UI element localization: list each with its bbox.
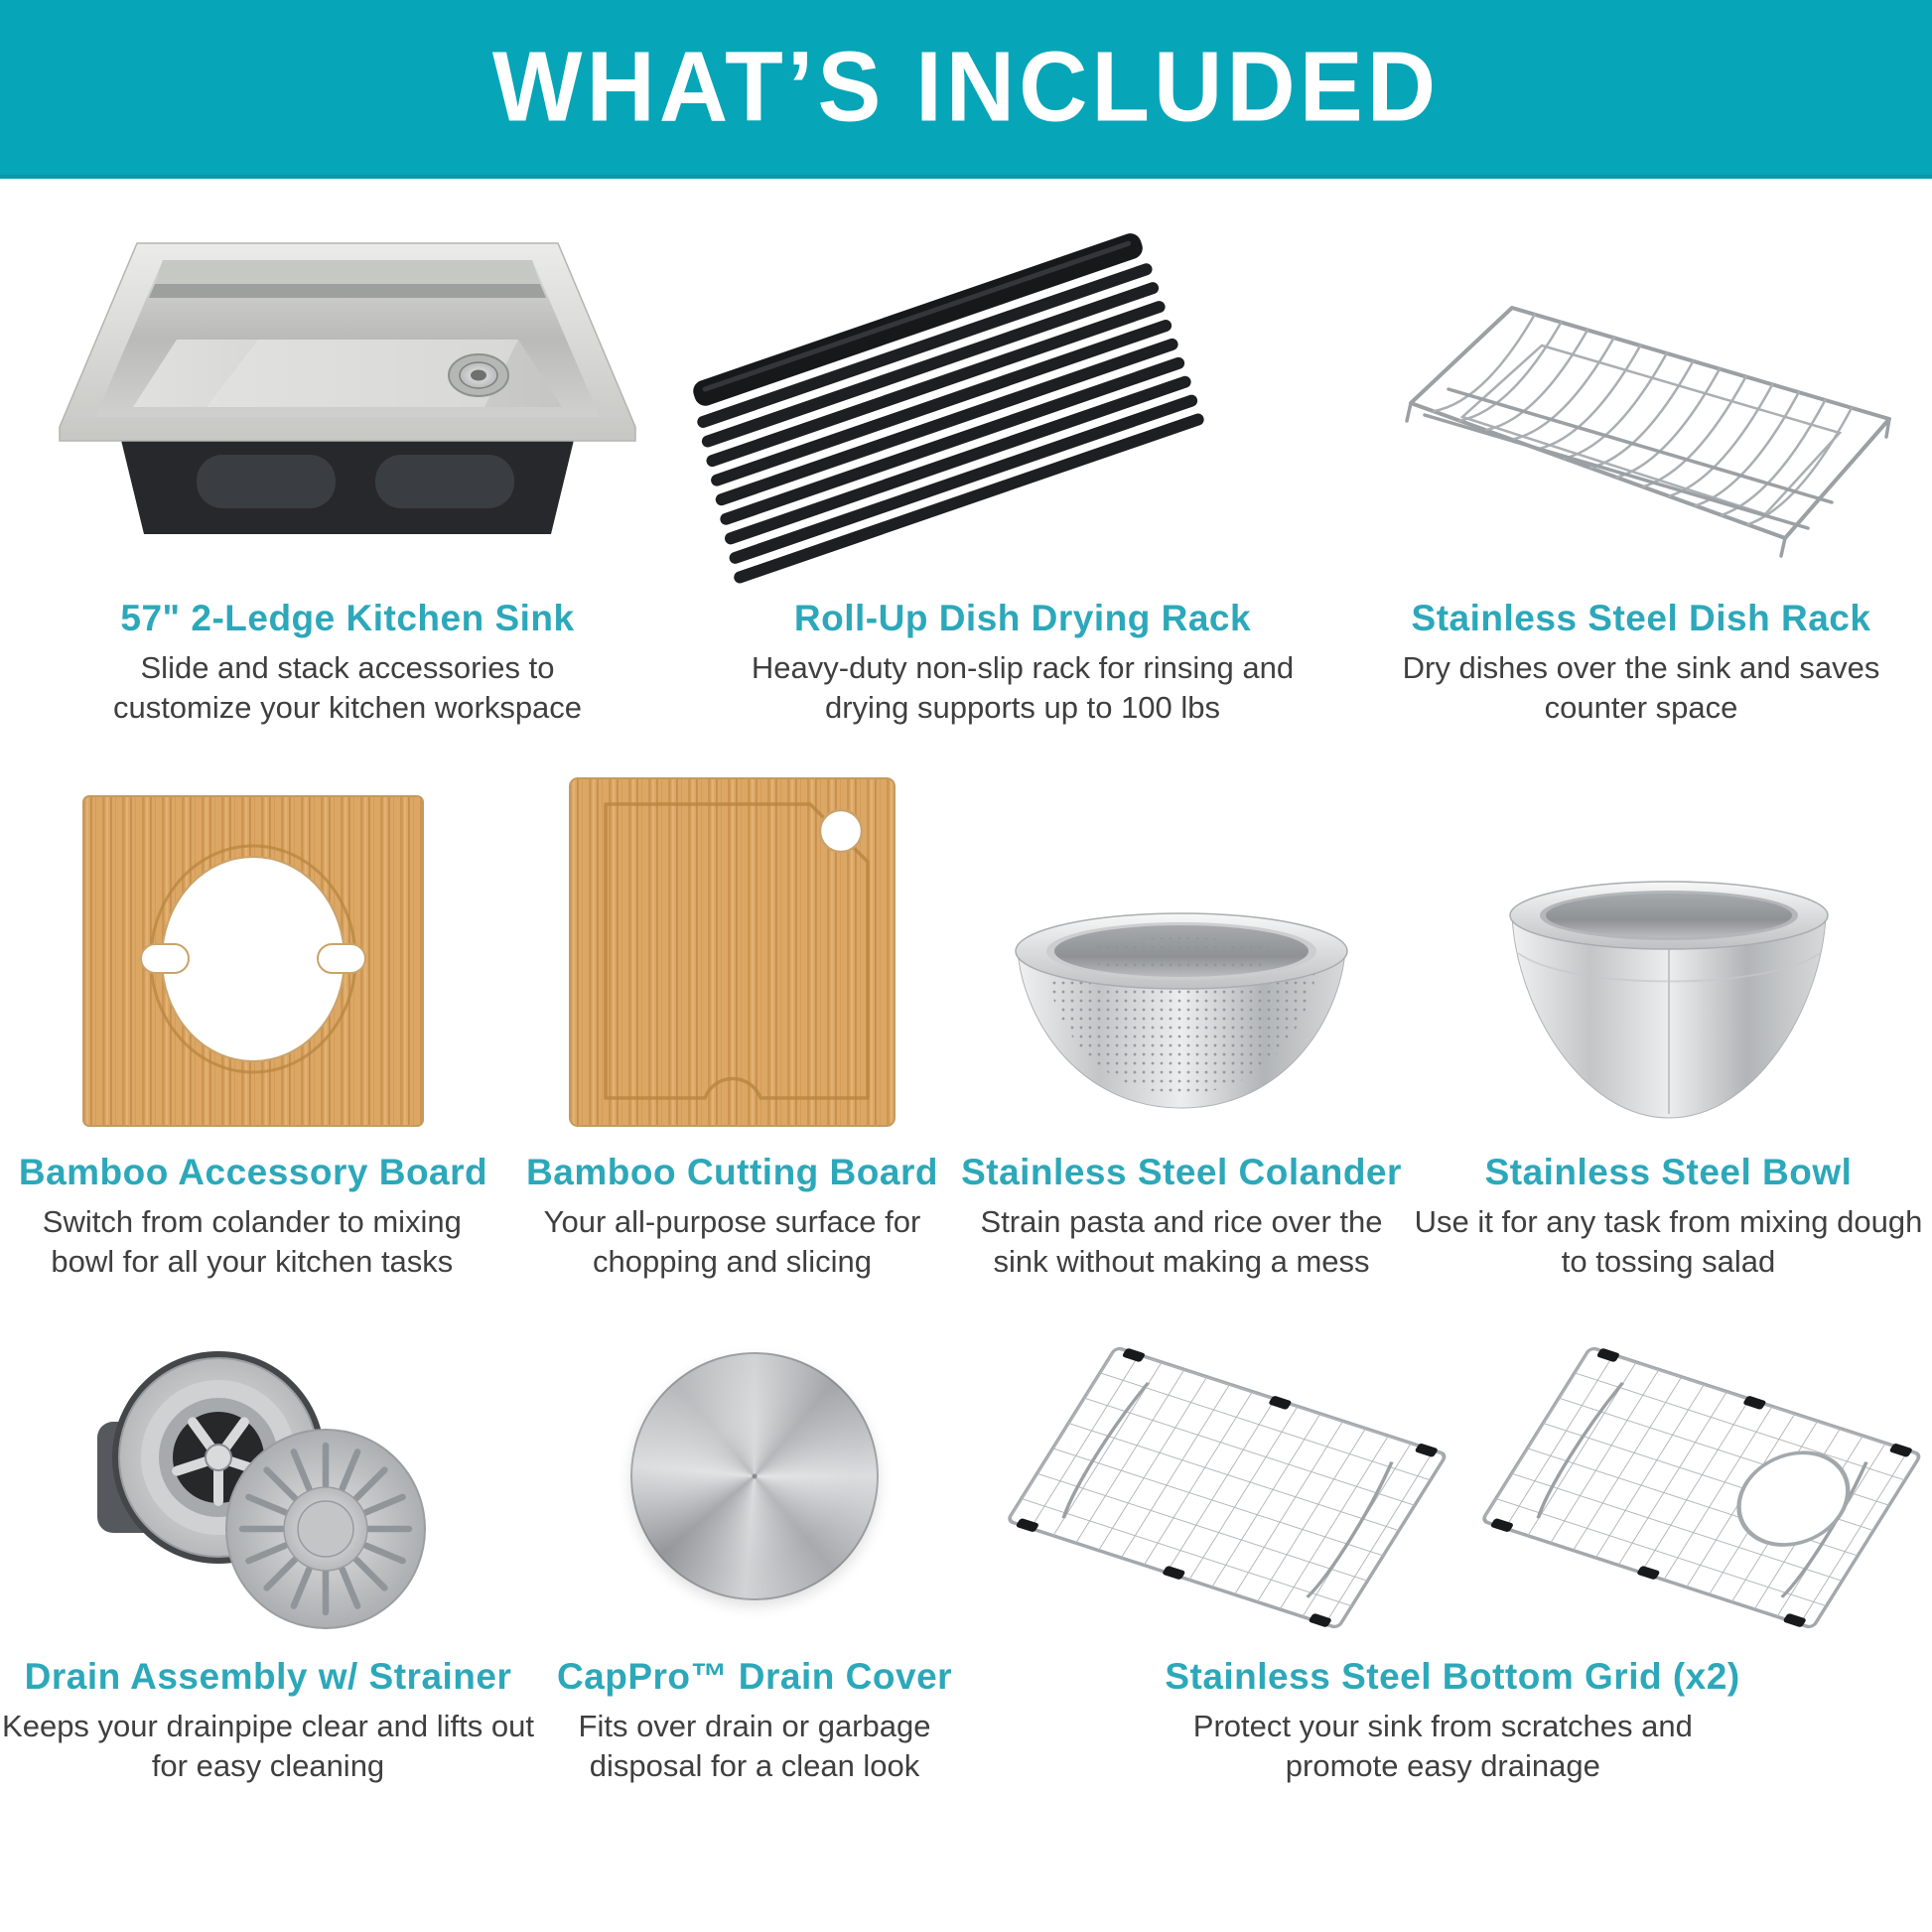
item-dish-rack: [1350, 187, 1932, 729]
item-bowl: [1405, 766, 1932, 1283]
bowl-title: Stainless Steel Bowl: [1484, 1152, 1853, 1192]
roll-up-rack-illustration: [685, 187, 1221, 586]
accessory-board-icon: [79, 792, 427, 1130]
colander-icon: [988, 872, 1375, 1130]
bowl-caption: [1405, 1152, 1932, 1283]
item-colander: [958, 766, 1405, 1283]
drain-cover-icon: [630, 1352, 879, 1600]
item-accessory-board: [0, 766, 506, 1283]
roll-up-rack-caption: [745, 598, 1301, 729]
roll-up-rack-title: Roll-Up Dish Drying Rack: [793, 598, 1252, 638]
kitchen-sink-title: 57" 2-Ledge Kitchen Sink: [120, 598, 575, 638]
header-banner: [0, 0, 1932, 179]
row-2: [0, 766, 1932, 1283]
accessory-board-description: Switch from colander to mixing bowl for all your kitchen tasks: [42, 1203, 462, 1280]
drain-assembly-icon: [69, 1330, 467, 1640]
bowl-description: Use it for any task from mixing dough to tossing salad: [1414, 1203, 1923, 1280]
kitchen-sink-icon: [50, 189, 645, 586]
item-drain-cover: [536, 1322, 973, 1787]
item-bottom-grid: [973, 1322, 1932, 1787]
drain-assembly-illustration: [69, 1322, 467, 1640]
colander-caption: [958, 1152, 1405, 1283]
drain-assembly-description: Keeps your drainpipe clear and lifts out for easy cleaning: [2, 1708, 534, 1784]
bottom-grid-right-icon: [1461, 1332, 1918, 1640]
item-kitchen-sink: [0, 187, 695, 729]
roll-up-rack-description: Heavy-duty non-slip rack for rinsing and drying supports up to 100 lbs: [751, 649, 1295, 726]
bowl-icon: [1470, 842, 1867, 1130]
row-3: [0, 1322, 1932, 1787]
kitchen-sink-description: Slide and stack accessories to customize your kitchen workspace: [112, 649, 583, 726]
kitchen-sink-caption: [69, 598, 625, 729]
drain-cover-description: Fits over drain or garbage disposal for a clean look: [578, 1708, 931, 1784]
accessory-board-illustration: [79, 766, 427, 1130]
dish-rack-caption: [1363, 598, 1919, 729]
bottom-grid-caption: [1165, 1656, 1739, 1787]
bottom-grid-title: Stainless Steel Bottom Grid (x2): [1165, 1656, 1740, 1697]
colander-description: Strain pasta and rice over the sink without making a mess: [980, 1203, 1383, 1280]
item-cutting-board: [506, 766, 958, 1283]
drain-cover-illustration: [630, 1322, 879, 1640]
bowl-illustration: [1470, 766, 1867, 1130]
page-title: WHAT’S INCLUDED: [491, 31, 1441, 143]
drain-assembly-title: Drain Assembly w/ Strainer: [24, 1656, 512, 1697]
item-drain-assembly: [0, 1322, 536, 1787]
kitchen-sink-illustration: [50, 187, 645, 586]
cutting-board-illustration: [566, 766, 898, 1130]
drain-cover-caption: [536, 1656, 973, 1787]
dish-rack-description: Dry dishes over the sink and saves counter space: [1402, 649, 1880, 726]
accessory-board-title: Bamboo Accessory Board: [18, 1152, 488, 1192]
accessory-board-caption: [19, 1152, 487, 1283]
drain-cover-title: CapPro™ Drain Cover: [556, 1656, 953, 1697]
cutting-board-caption: [506, 1152, 958, 1283]
colander-title: Stainless Steel Colander: [961, 1152, 1402, 1192]
cutting-board-title: Bamboo Cutting Board: [526, 1152, 938, 1192]
cutting-board-description: Your all-purpose surface for chopping and slicing: [543, 1203, 921, 1280]
dish-rack-icon: [1363, 268, 1919, 586]
roll-up-rack-icon: [685, 258, 1221, 586]
dish-rack-illustration: [1363, 187, 1919, 586]
dish-rack-title: Stainless Steel Dish Rack: [1411, 598, 1871, 638]
bottom-grid-left-icon: [987, 1332, 1444, 1640]
row-1: [0, 187, 1932, 729]
drain-assembly-caption: [0, 1656, 536, 1787]
colander-illustration: [988, 766, 1375, 1130]
cutting-board-icon: [566, 774, 898, 1130]
item-roll-up-rack: [695, 187, 1350, 729]
bottom-grid-description: Protect your sink from scratches and promote easy drainage: [1192, 1708, 1693, 1784]
bottom-grid-illustrations: [987, 1322, 1918, 1640]
